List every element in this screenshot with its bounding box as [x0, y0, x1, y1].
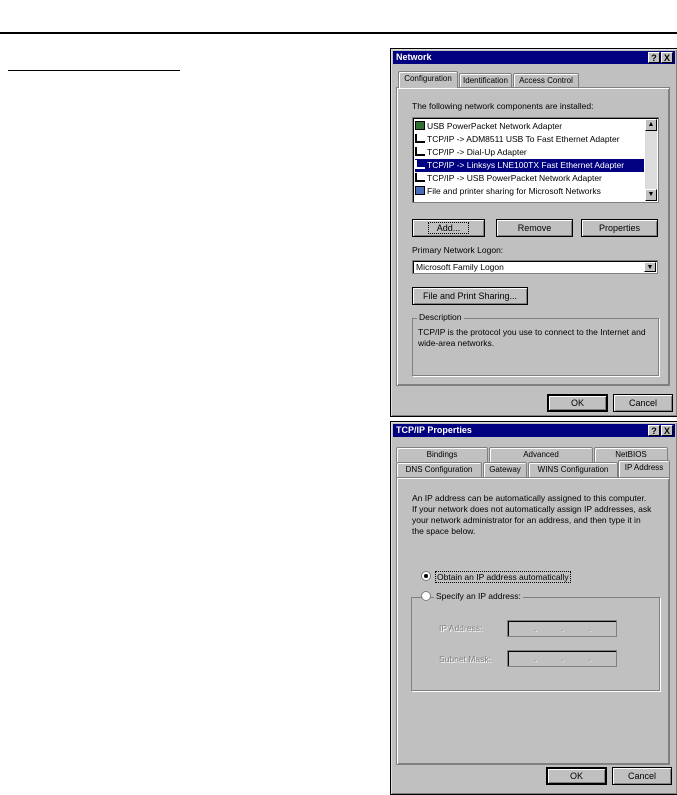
chevron-down-icon[interactable]: ▼	[644, 262, 656, 272]
protocol-icon	[415, 160, 425, 169]
info-line-2: If your network does not automatically assign IP addresses, ask	[412, 504, 652, 514]
tab-identification[interactable]: Identification	[459, 73, 512, 88]
list-item[interactable]: File and printer sharing for Microsoft Networks	[415, 185, 644, 198]
ip-address-label: IP Address:	[439, 623, 483, 633]
network-dialog	[390, 48, 677, 417]
tab-bindings[interactable]: Bindings	[396, 447, 488, 462]
network-adapter-icon	[415, 121, 425, 130]
primary-logon-select[interactable]: Microsoft Family Logon ▼	[412, 260, 658, 274]
subnet-mask-field[interactable]: . . .	[507, 650, 617, 667]
ip-address-field[interactable]: . . .	[507, 620, 617, 637]
specify-ip-label[interactable]: Specify an IP address:	[436, 591, 521, 601]
list-item[interactable]: USB PowerPacket Network Adapter	[415, 120, 644, 133]
primary-logon-label: Primary Network Logon:	[412, 245, 504, 255]
ip-address-panel	[396, 477, 670, 765]
list-item[interactable]: TCP/IP -> ADM8511 USB To Fast Ethernet Adapter	[415, 133, 644, 146]
scroll-up-icon[interactable]: ▲	[645, 119, 657, 131]
network-title-bar	[393, 51, 675, 64]
remove-button[interactable]: Remove	[496, 219, 573, 237]
tab-dns-configuration[interactable]: DNS Configuration	[396, 462, 482, 477]
tab-advanced[interactable]: Advanced	[489, 447, 593, 462]
file-print-sharing-button[interactable]: File and Print Sharing...	[412, 287, 528, 305]
specify-ip-group	[411, 597, 660, 691]
tab-configuration[interactable]: Configuration	[398, 71, 458, 88]
tab-netbios[interactable]: NetBIOS	[594, 447, 668, 462]
info-line-1: An IP address can be automatically assigned to this computer.	[412, 493, 647, 503]
description-group	[412, 312, 659, 376]
list-scrollbar[interactable]	[645, 119, 657, 201]
protocol-icon	[415, 147, 425, 156]
help-icon[interactable]: ?	[648, 52, 660, 63]
tcpip-title: TCP/IP Properties	[396, 425, 472, 435]
network-title: Network	[396, 52, 432, 62]
description-text-line-2: wide-area networks.	[418, 338, 495, 348]
protocol-icon	[415, 134, 425, 143]
subnet-mask-label: Subnet Mask:	[439, 654, 491, 664]
cancel-button[interactable]: Cancel	[613, 394, 673, 412]
list-item[interactable]: TCP/IP -> Dial-Up Adapter	[415, 146, 644, 159]
obtain-ip-radio[interactable]	[421, 571, 431, 581]
page-top-rule	[0, 32, 677, 34]
scroll-down-icon[interactable]: ▼	[645, 189, 657, 201]
info-line-3: your network administrator for an address, and then type it in	[412, 515, 641, 525]
ok-button[interactable]: OK	[547, 394, 608, 412]
add-button[interactable]: Add...	[412, 219, 485, 237]
close-icon[interactable]: X	[661, 425, 673, 436]
configuration-panel	[396, 87, 670, 386]
protocol-icon	[415, 173, 425, 182]
close-icon[interactable]: X	[661, 52, 673, 63]
ok-button[interactable]: OK	[546, 767, 607, 785]
specify-ip-radio[interactable]	[421, 591, 431, 601]
obtain-ip-label[interactable]: Obtain an IP address automatically	[437, 572, 569, 582]
tcpip-properties-dialog	[390, 421, 677, 795]
properties-button[interactable]: Properties	[581, 219, 658, 237]
help-icon[interactable]: ?	[648, 425, 660, 436]
tcpip-title-bar	[393, 424, 675, 437]
tab-wins-configuration[interactable]: WINS Configuration	[528, 462, 618, 477]
list-item-selected[interactable]: TCP/IP -> Linksys LNE100TX Fast Ethernet Adapter	[415, 159, 644, 172]
tab-ip-address[interactable]: IP Address	[618, 460, 670, 477]
tab-gateway[interactable]: Gateway	[483, 462, 527, 477]
components-list[interactable]	[412, 117, 659, 203]
heading-underline	[8, 70, 180, 71]
installed-components-label: The following network components are installed:	[412, 101, 594, 111]
file-sharing-icon	[415, 186, 425, 195]
list-item[interactable]: TCP/IP -> USB PowerPacket Network Adapter	[415, 172, 644, 185]
description-text-line-1: TCP/IP is the protocol you use to connect to the Internet and	[418, 327, 646, 337]
description-label: Description	[419, 312, 462, 322]
cancel-button[interactable]: Cancel	[612, 767, 672, 785]
tab-access-control[interactable]: Access Control	[513, 73, 579, 88]
info-line-4: the space below.	[412, 526, 476, 536]
